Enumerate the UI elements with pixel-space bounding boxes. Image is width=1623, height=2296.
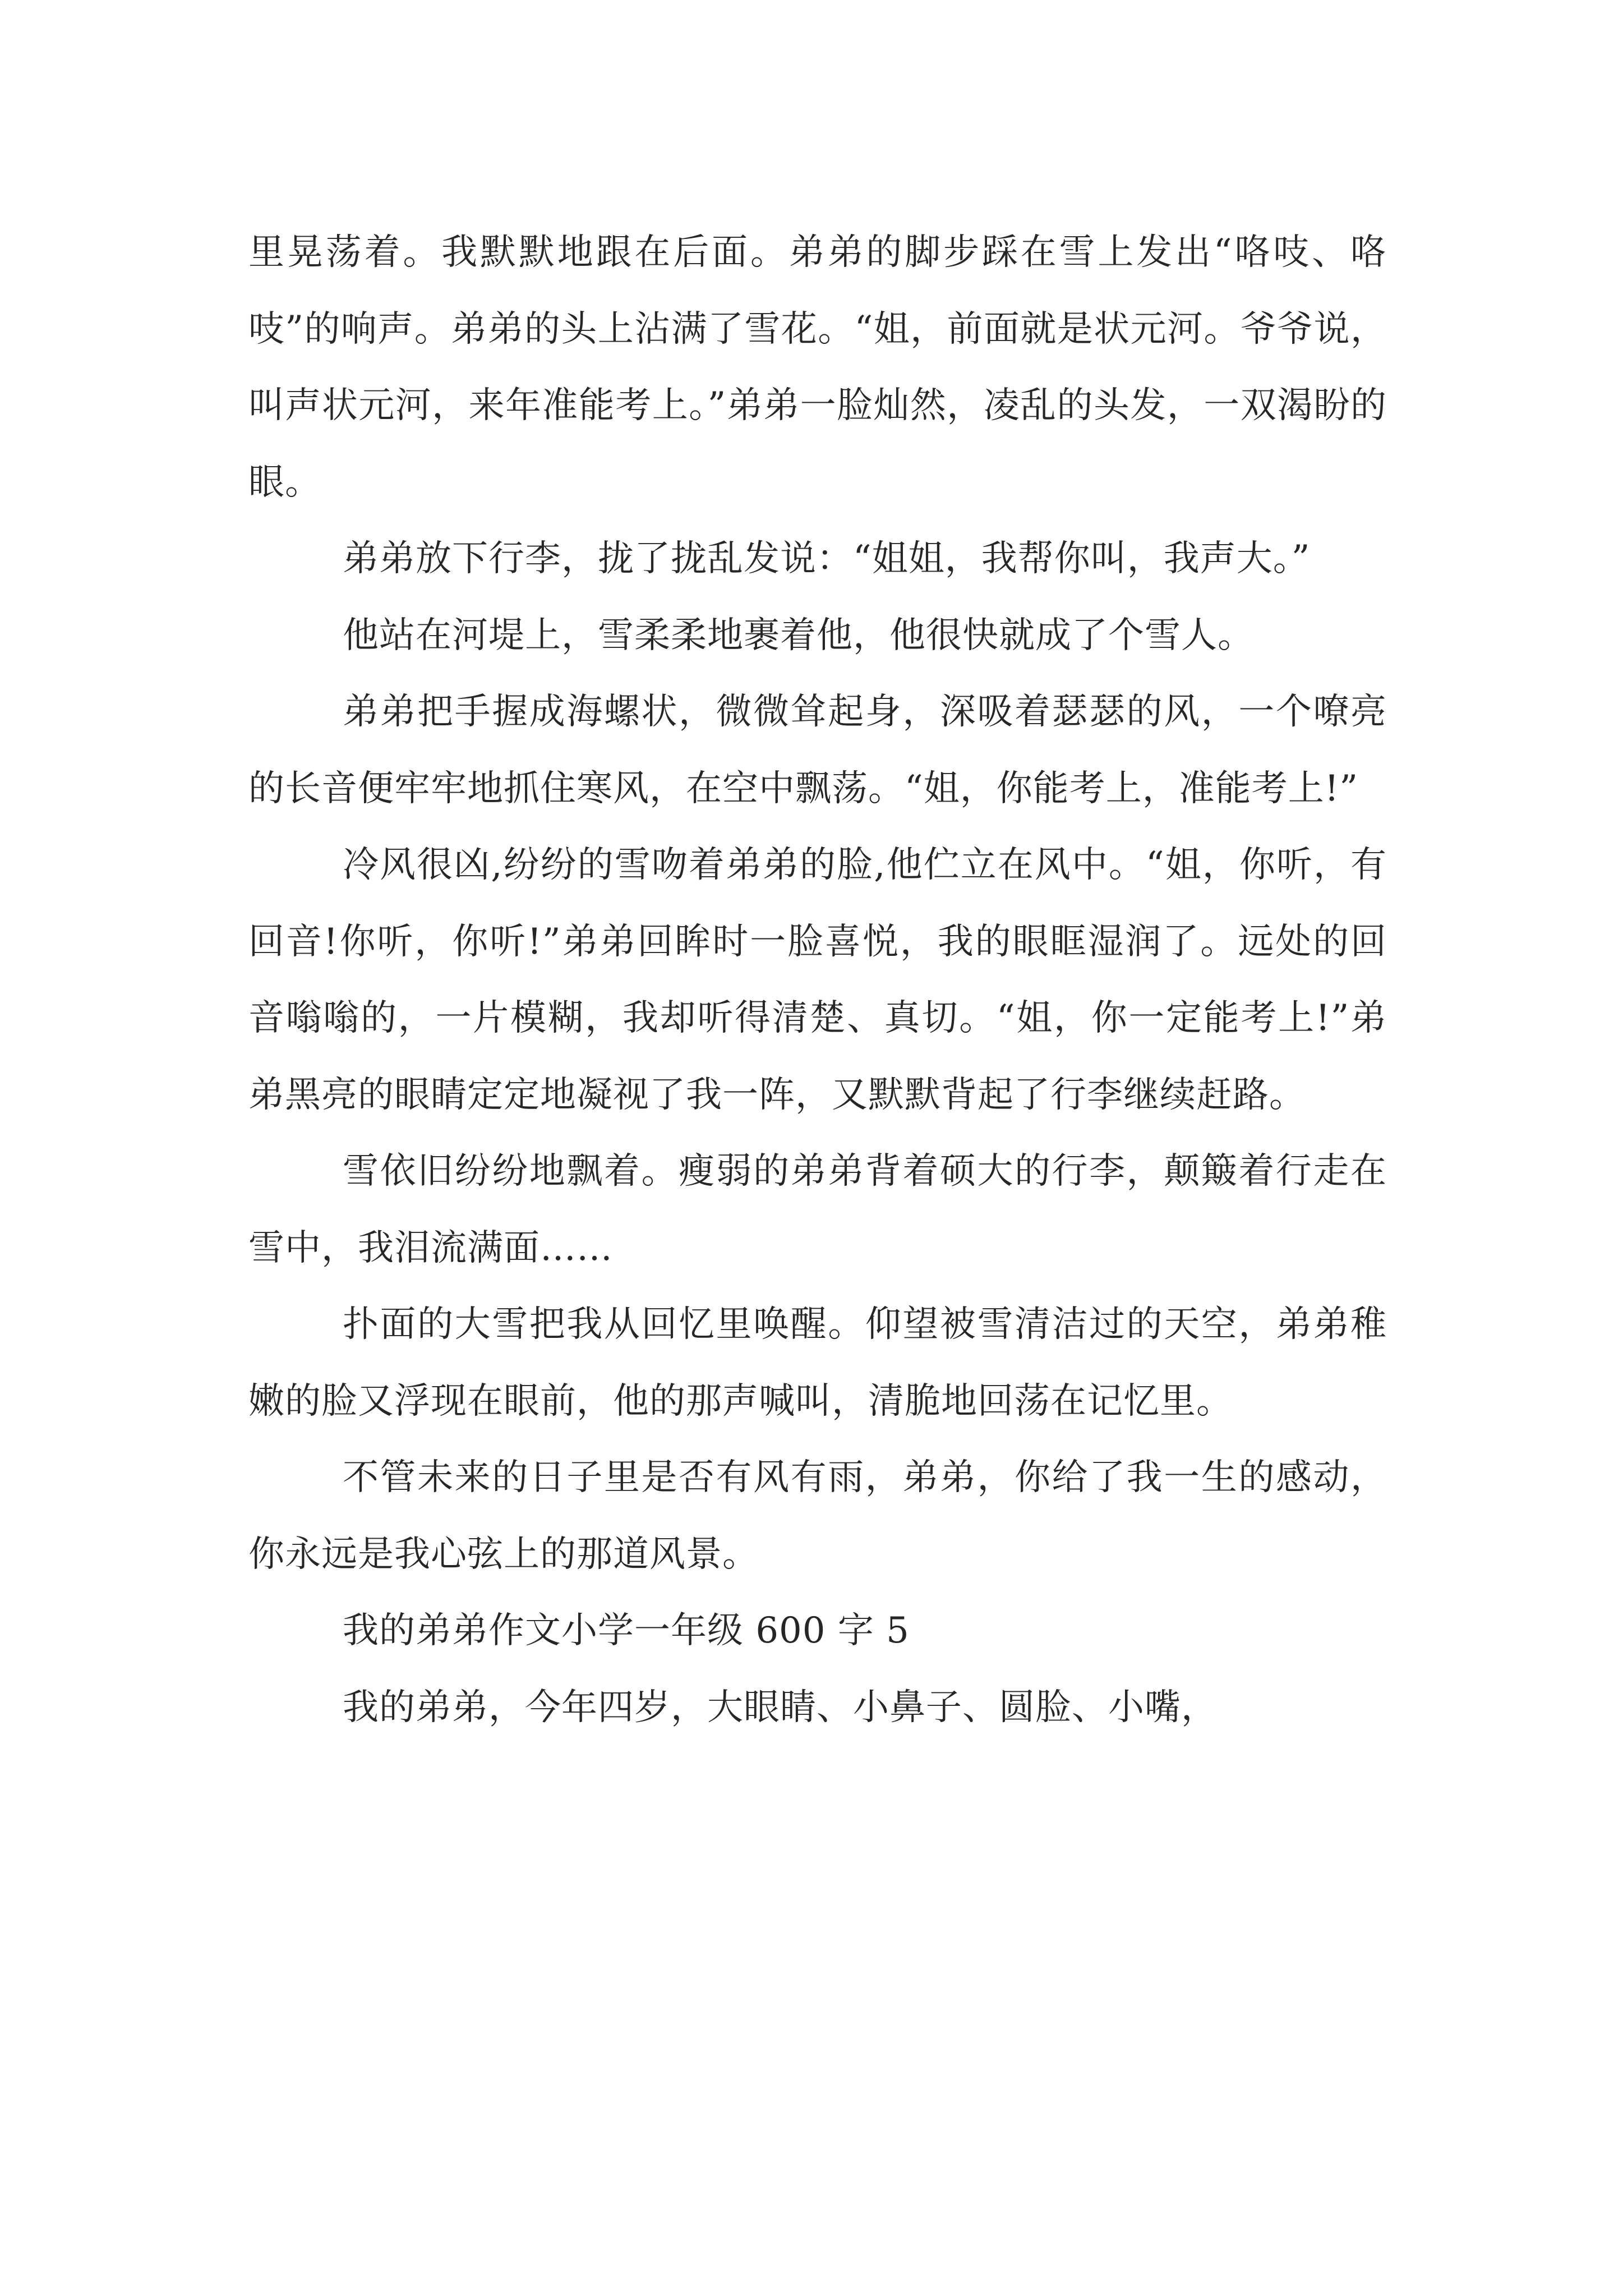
section-heading: 我的弟弟作文小学一年级 600 字 5: [343, 1610, 910, 1651]
paragraph-9: 我的弟弟，今年四岁，大眼睛、小鼻子、圆脸、小嘴，: [343, 1686, 1218, 1728]
paragraph-3: 他站在河堤上，雪柔柔地裹着他，他很快就成了个雪人。: [343, 614, 1254, 656]
paragraph-4: 弟弟把手握成海螺状，微微耸起身，深吸着瑟瑟的风，一个嘹亮的长音便牢牢地抓住寒风，在空中飘荡。“姐，你能考上，准能考上!”: [248, 691, 1387, 809]
paragraph-1: 里晃荡着。我默默地跟在后面。弟弟的脚步踩在雪上发出“咯吱、咯吱”的响声。弟弟的头上沾满了雪花。“姐，前面就是状元河。爷爷说，叫声状元河，来年准能考上。”弟弟一脸灿然，凌乱的头发，一双渴盼的眼。: [248, 232, 1387, 503]
paragraph-2: 弟弟放下行李，拢了拢乱发说：“姐姐，我帮你叫，我声大。”: [343, 538, 1311, 579]
document-body: [248, 214, 1387, 1746]
paragraph-8: 不管未来的日子里是否有风有雨，弟弟，你给了我一生的感动，你永远是我心弦上的那道风景。: [248, 1457, 1387, 1575]
paragraph-6: 雪依旧纷纷地飘着。瘦弱的弟弟背着硕大的行李，颠簸着行走在雪中，我泪流满面……: [248, 1151, 1387, 1269]
paragraph-5: 冷风很凶,纷纷的雪吻着弟弟的脸,他伫立在风中。“姐，你听，有回音!你听，你听!”弟弟回眸时一脸喜悦，我的眼眶湿润了。远处的回音嗡嗡的，一片模糊，我却听得清楚、真切。“姐，你一定能考上!”弟弟黑亮的眼睛定定地凝视了我一阵，又默默背起了行李继续赶路。: [248, 844, 1387, 1116]
paragraph-7: 扑面的大雪把我从回忆里唤醒。仰望被雪清洁过的天空，弟弟稚嫩的脸又浮现在眼前，他的那声喊叫，清脆地回荡在记忆里。: [248, 1304, 1387, 1422]
